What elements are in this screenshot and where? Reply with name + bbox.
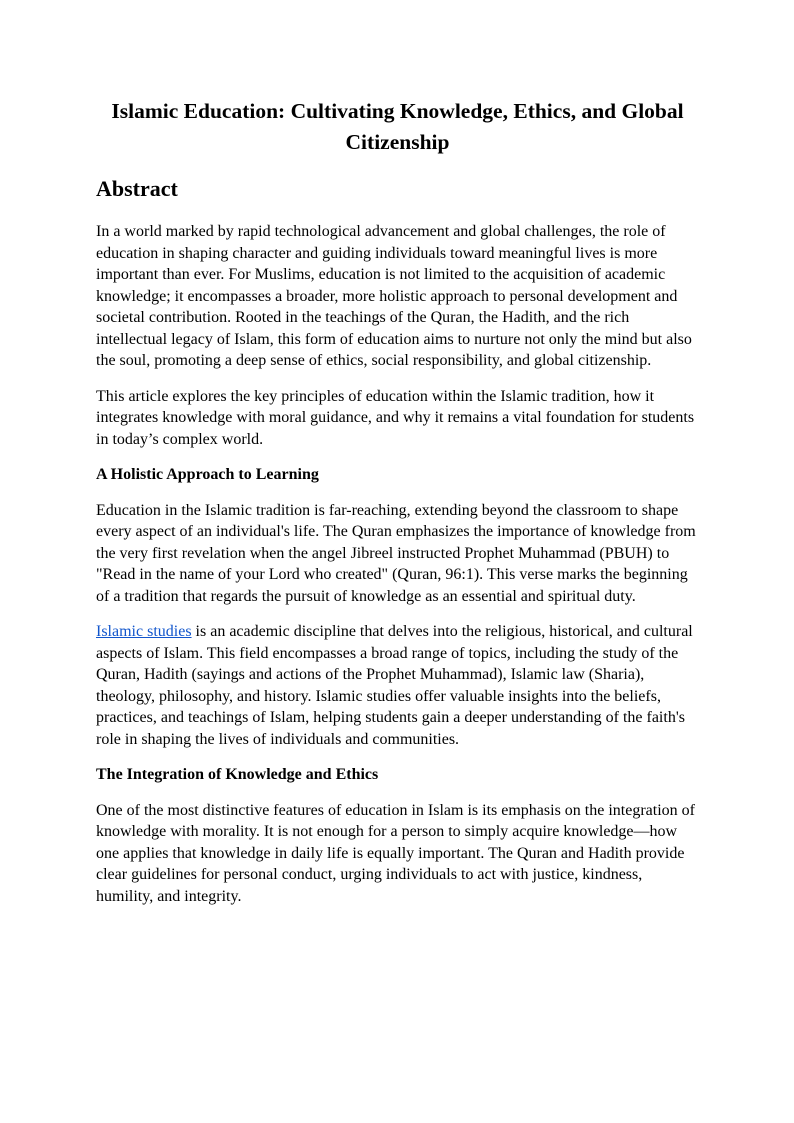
abstract-paragraph-1: In a world marked by rapid technological advancement and global challenges, the role of education in shaping character and guiding individuals toward meaningful lives is more important than ever. For Muslims, education is not limited to the acquisition of academic knowledge; it encompasses a broader, more holistic approach to personal development and societal contribution. Rooted in the teachings of the Quran, the Hadith, and the rich intellectual legacy of Islam, this form of education aims to nurture not only the mind but also the soul, promoting a deep sense of ethics, social responsibility, and global citizenship. bbox=[96, 223, 692, 369]
section1-paragraph-1: Education in the Islamic tradition is far-reaching, extending beyond the classroom to shape every aspect of an individual's life. The Quran emphasizes the importance of knowledge from the very first revelation when the angel Jibreel instructed Prophet Muhammad (PBUH) to "Read in the name of your Lord who created" (Quran, 96:1). This verse marks the beginning of a tradition that regards the pursuit of knowledge as an essential and spiritual duty. bbox=[96, 501, 696, 605]
abstract-paragraph-2: This article explores the key principles of education within the Islamic tradition, how it integrates knowledge with moral guidance, and why it remains a vital foundation for students in today’s complex world. bbox=[96, 387, 695, 448]
section-heading-knowledge-ethics: The Integration of Knowledge and Ethics bbox=[96, 766, 379, 783]
section1-paragraph-2-text: is an academic discipline that delves into the religious, historical, and cultural aspects of Islam. This field encompasses a broad range of topics, including the study of the Quran, Hadith (sayings and actions of the Prophet Muhammad), Islamic law (Sharia), theology, philosophy, and history. Islamic studies offer valuable insights into the beliefs, practices, and teachings of Islam, helping students gain a deeper understanding of the faith's role in shaping the lives of individuals and communities. bbox=[96, 623, 693, 748]
abstract-heading: Abstract bbox=[96, 176, 178, 201]
section-heading-holistic-approach: A Holistic Approach to Learning bbox=[96, 466, 319, 483]
section1-paragraph-2 bbox=[96, 621, 699, 750]
section2-paragraph-1: One of the most distinctive features of education in Islam is its emphasis on the integration of knowledge with morality. It is not enough for a person to simply acquire knowledge—how one applies that knowledge in daily life is equally important. The Quran and Hadith provide clear guidelines for personal conduct, urging individuals to act with justice, kindness, humility, and integrity. bbox=[96, 801, 695, 905]
document-page bbox=[96, 96, 699, 921]
islamic-studies-link[interactable]: Islamic studies bbox=[96, 623, 192, 640]
document-title: Islamic Education: Cultivating Knowledge, Ethics, and Global Citizenship bbox=[111, 99, 684, 154]
